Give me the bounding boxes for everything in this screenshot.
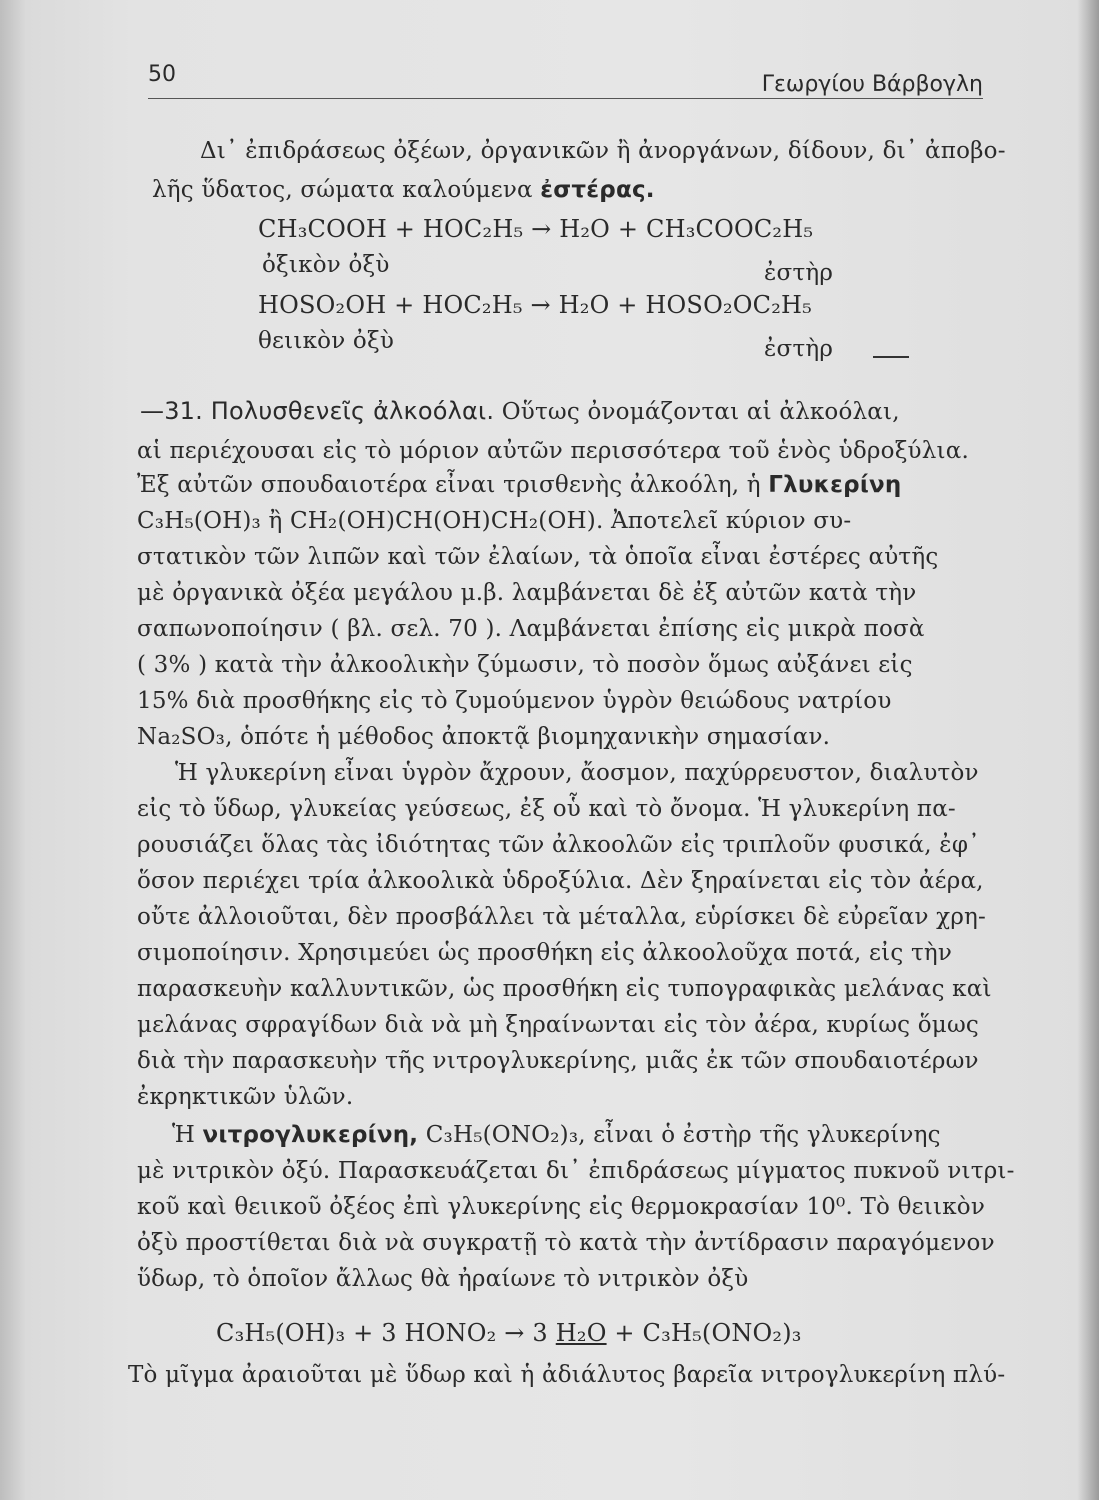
para3-line-1-start: Ἡ bbox=[172, 1122, 196, 1148]
page-number: 50 bbox=[148, 62, 176, 87]
para3-line-5: ὕδωρ, τὸ ὁποῖον ἄλλως θὰ ἠραίωνε τὸ νιτρικὸν ὀξὺ bbox=[137, 1266, 749, 1292]
section-line-9: 15% διὰ προσθήκης εἰς τὸ ζυμούμενον ὑγρὸν θειώδους νατρίου bbox=[137, 688, 892, 714]
para3-line-1-rest: C₃H₅(ONO₂)₃, εἶναι ὁ ἐστὴρ τῆς γλυκερίνης bbox=[425, 1122, 941, 1148]
reaction-2-label-right: ἐστὴρ bbox=[764, 336, 834, 362]
para2-line-7: παρασκευὴν καλλυντικῶν, ὡς προσθήκη εἰς τυπογραφικὰς μελάνας καὶ bbox=[137, 976, 992, 1002]
section-line-4: C₃H₅(OH)₃ ἢ CH₂(OH)CH(OH)CH₂(OH). Ἀποτελεῖ κύριον συ- bbox=[137, 508, 852, 534]
term-esters: ἐστέρας. bbox=[540, 177, 655, 203]
intro-line-2-text: λῆς ὕδατος, σώματα καλούμενα bbox=[152, 177, 533, 203]
reaction-3 bbox=[216, 1318, 802, 1348]
section-line-2: αἱ περιέχουσαι εἰς τὸ μόριον αὐτῶν περισσότερα τοῦ ἑνὸς ὑδροξύλια. bbox=[137, 438, 969, 464]
section-line-8: ( 3% ) κατὰ τὴν ἀλκοολικὴν ζύμωσιν, τὸ ποσὸν ὅμως αὐξάνει εἰς bbox=[137, 652, 913, 678]
section-end-mark bbox=[873, 356, 909, 358]
para3-line-1 bbox=[172, 1120, 941, 1150]
reaction-3-left: C₃H₅(OH)₃ + 3 HONO₂ → 3 bbox=[216, 1319, 548, 1347]
para2-line-10: ἐκρηκτικῶν ὑλῶν. bbox=[137, 1084, 354, 1110]
section-line-10: Na₂SO₃, ὁπότε ἡ μέθοδος ἀποκτᾷ βιομηχανικὴν σημασίαν. bbox=[137, 724, 831, 750]
reaction-1: CH₃COOH + HOC₂H₅ → H₂O + CH₃COOC₂H₅ bbox=[258, 215, 814, 243]
section-line-3 bbox=[137, 470, 901, 500]
para3-line-3: κοῦ καὶ θειικοῦ ὀξέος ἐπὶ γλυκερίνης εἰς θερμοκρασίαν 10⁰. Τὸ θειικὸν bbox=[137, 1194, 985, 1220]
para2-line-2: εἰς τὸ ὕδωρ, γλυκείας γεύσεως, ἐξ οὗ καὶ τὸ ὄνομα. Ἡ γλυκερίνη πα- bbox=[137, 796, 956, 822]
section-heading: —31. Πολυσθενεῖς ἀλκοόλαι. bbox=[140, 397, 495, 425]
para2-line-8: μελάνας σφραγίδων διὰ νὰ μὴ ξηραίνωνται εἰς τὸν ἀέρα, κυρίως ὅμως bbox=[137, 1012, 979, 1038]
para2-line-6: σιμοποίησιν. Χρησιμεύει ὡς προσθήκη εἰς ἀλκοολοῦχα ποτά, εἰς τὴν bbox=[137, 940, 953, 966]
final-line: Τὸ μῖγμα ἀραιοῦται μὲ ὕδωρ καὶ ἡ ἀδιάλυτος βαρεῖα νιτρογλυκερίνη πλύ- bbox=[128, 1362, 1006, 1388]
section-line-1-rest: Οὕτως ὀνομάζονται αἱ ἀλκοόλαι, bbox=[501, 399, 900, 425]
reaction-1-label-right: ἐστὴρ bbox=[764, 260, 834, 286]
section-line-5: στατικὸν τῶν λιπῶν καὶ τῶν ἐλαίων, τὰ ὁποῖα εἶναι ἐστέρες αὐτῆς bbox=[137, 544, 939, 570]
intro-line-2 bbox=[152, 175, 655, 205]
reaction-2: HOSO₂OH + HOC₂H₅ → H₂O + HOSO₂OC₂H₅ bbox=[258, 291, 812, 319]
para2-line-1: Ἡ γλυκερίνη εἶναι ὑγρὸν ἄχρουν, ἄοσμον, παχύρρευστον, διαλυτὸν bbox=[175, 760, 979, 786]
intro-line-1: Δι᾽ ἐπιδράσεως ὀξέων, ὀργανικῶν ἢ ἀνοργάνων, δίδουν, δι᾽ ἀποβο- bbox=[200, 138, 1006, 164]
running-head-author: Γεωργίου Βάρβογλη bbox=[761, 72, 983, 97]
reaction-3-right: + C₃H₅(ONO₂)₃ bbox=[614, 1319, 802, 1347]
para2-line-4: ὅσον περιέχει τρία ἀλκοολικὰ ὑδροξύλια. Δὲν ξηραίνεται εἰς τὸν ἀέρα, bbox=[137, 868, 984, 894]
reaction-1-label-left: ὀξικὸν ὀξὺ bbox=[262, 252, 390, 278]
para2-line-5: οὔτε ἀλλοιοῦται, δὲν προσβάλλει τὰ μέταλλα, εὑρίσκει δὲ εὐρεῖαν χρη- bbox=[137, 904, 986, 930]
section-line-3-text: Ἐξ αὐτῶν σπουδαιοτέρα εἶναι τρισθενὴς ἀλκοόλη, ἡ bbox=[137, 472, 761, 498]
section-31-line-1 bbox=[140, 396, 900, 427]
para3-line-2: μὲ νιτρικὸν ὀξύ. Παρασκευάζεται δι᾽ ἐπιδράσεως μίγματος πυκνοῦ νιτρι- bbox=[137, 1158, 1015, 1184]
term-nitroglycerin: νιτρογλυκερίνη, bbox=[202, 1122, 419, 1148]
section-line-7: σαπωνοποίησιν ( βλ. σελ. 70 ). Λαμβάνεται ἐπίσης εἰς μικρὰ ποσὰ bbox=[137, 616, 925, 642]
reaction-3-water: H₂O bbox=[555, 1319, 607, 1347]
para3-line-4: ὀξὺ προστίθεται διὰ νὰ συγκρατῇ τὸ κατὰ τὴν ἀντίδρασιν παραγόμενον bbox=[137, 1230, 995, 1256]
term-glycerin: Γλυκερίνη bbox=[768, 472, 902, 498]
reaction-2-label-left: θειικὸν ὀξὺ bbox=[258, 328, 395, 354]
para2-line-3: ρουσιάζει ὅλας τὰς ἰδιότητας τῶν ἀλκοολῶν εἰς τριπλοῦν φυσικά, ἐφ᾽ bbox=[137, 832, 980, 858]
section-line-6: μὲ ὀργανικὰ ὀξέα μεγάλου μ.β. λαμβάνεται δὲ ἐξ αὐτῶν κατὰ τὴν bbox=[137, 580, 917, 606]
page-header bbox=[148, 58, 983, 99]
para2-line-9: διὰ τὴν παρασκευὴν τῆς νιτρογλυκερίνης, μιᾶς ἐκ τῶν σπουδαιοτέρων bbox=[137, 1048, 979, 1074]
